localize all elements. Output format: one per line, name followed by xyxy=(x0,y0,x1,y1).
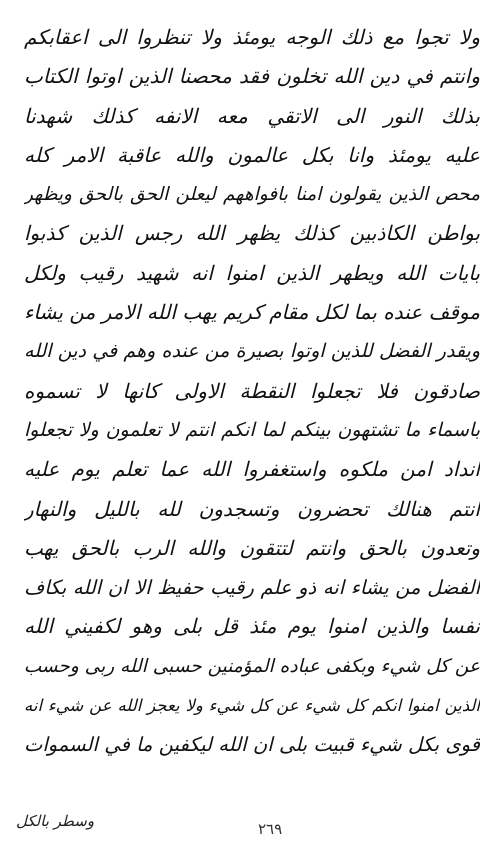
manuscript-line: الذين امنوا انكم كل شيء عن كل شيء ولا يعجز الله عن شيء انه xyxy=(24,696,480,716)
manuscript-line: وانتم في دين الله تخلون فقد محصنا الذين اوتوا الكتاب xyxy=(24,64,480,89)
manuscript-line: ولا تجوا مع ذلك الوجه يومئذ ولا تنظروا الى اعقابكم xyxy=(24,25,480,49)
manuscript-line: عن كل شيء وبكفى عباده المؤمنين حسبى الله ربى وحسب xyxy=(24,655,480,677)
manuscript-line: موقف عنده بما لكل مقام كريم يهب الله الامر من يشاء xyxy=(24,300,480,325)
manuscript-line: محص الذين يقولون امنا بافواههم ليعلن الحق بالحق ويظهر xyxy=(24,184,480,206)
manuscript-line: وتعدون بالحق وانتم لتتقون والله الرب بالحق يهب xyxy=(24,535,480,560)
manuscript-line: نفسا والذين امنوا يوم مئذ قل بلى وهو لكفيني الله xyxy=(24,614,480,639)
manuscript-text-block xyxy=(24,18,480,765)
manuscript-line: عليه يومئذ وانا بكل عالمون والله عاقبة الامر كله xyxy=(24,142,480,167)
page-number: ٢٦٩ xyxy=(258,820,283,838)
manuscript-line: ويقدر الفضل للذين اوتوا بصيرة من عنده وهم في دين الله xyxy=(24,340,480,363)
manuscript-line: قوى بكل شيء قبيت بلى ان الله ليكفين ما في السموات xyxy=(24,733,480,757)
manuscript-line: بذلك النور الى الاتقي معه الانفه كذلك شهدنا xyxy=(24,103,480,128)
manuscript-line: انداد امن ملكوه واستغفروا الله عما تعلم يوم عليه xyxy=(24,457,480,482)
manuscript-line: باسماء ما تشتهون بينكم لما انكم انتم لا تعلمون ولا تجعلوا xyxy=(24,418,480,441)
manuscript-line: بواطن الكاذبين كذلك يظهر الله رجس الذين كذبوا xyxy=(24,221,480,246)
manuscript-line: الفضل من يشاء انه ذو علم رقيب حفيظ الا ان الله بكاف xyxy=(24,576,480,600)
manuscript-line: صادقون فلا تجعلوا النقطة الاولى كانها لا تسموه xyxy=(24,378,480,403)
manuscript-line: انتم هنالك تحضرون وتسجدون لله بالليل والنهار xyxy=(24,496,480,521)
manuscript-line: بايات الله ويطهر الذين امنوا انه شهيد رقيب ولكل xyxy=(24,260,480,285)
signature: وسطر بالكل xyxy=(16,812,95,830)
